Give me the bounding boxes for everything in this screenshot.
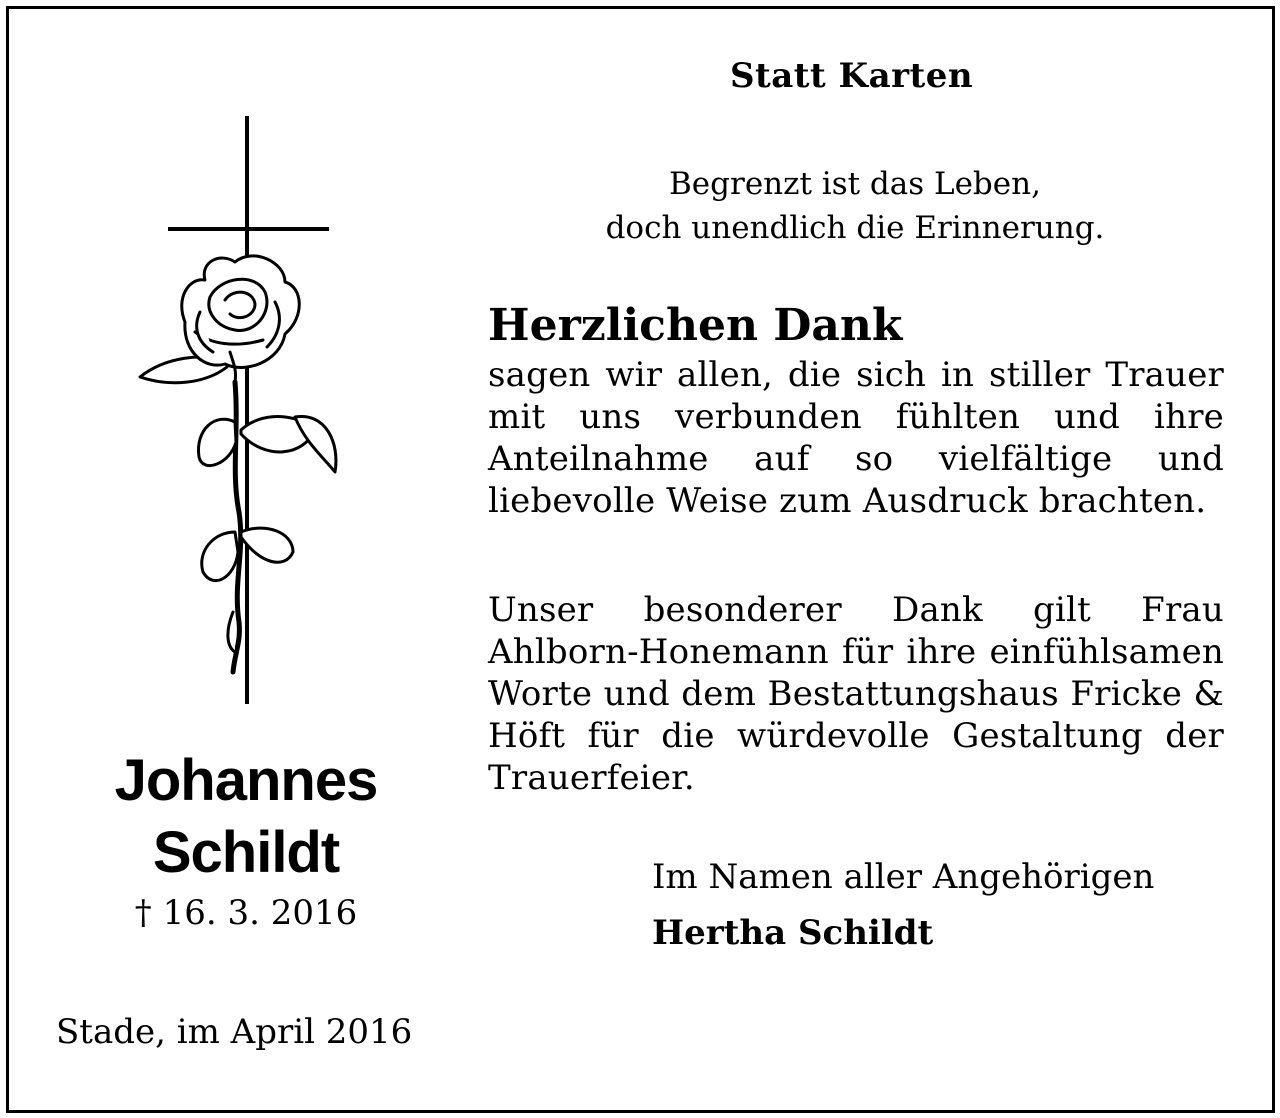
deceased-name xyxy=(56,745,436,889)
motto xyxy=(540,162,1170,250)
thanks-title: Herzlichen Dank xyxy=(488,300,903,351)
signoff: Im Namen aller Angehörigen xyxy=(652,857,1155,897)
signer-name: Hertha Schildt xyxy=(652,913,934,953)
motto-line-2: doch unendlich die Erinnerung. xyxy=(605,210,1105,246)
cross-with-rose-icon xyxy=(135,112,355,707)
thanks-paragraph-2: Unser besonderer Dank gilt Frau Ahlborn-Honemann für ihre einfühlsamen Worte und dem Bestattungshaus Fricke & Höft für die würdevolle Gestaltung der Trauerfeier. xyxy=(488,590,1224,798)
header-statt-karten: Statt Karten xyxy=(730,56,974,96)
place-date: Stade, im April 2016 xyxy=(56,1012,413,1052)
rose-icon xyxy=(140,256,336,672)
motto-line-1: Begrenzt ist das Leben, xyxy=(669,166,1041,202)
death-date: † 16. 3. 2016 xyxy=(134,893,358,933)
deceased-last-name: Schildt xyxy=(152,820,340,885)
deceased-first-name: Johannes xyxy=(114,748,378,813)
thanks-paragraph-1: sagen wir allen, die sich in stiller Trauer mit uns verbunden fühlten und ihre Anteilnahme auf so vielfältige und liebevolle Weise zum Ausdruck brachten. xyxy=(488,355,1224,521)
